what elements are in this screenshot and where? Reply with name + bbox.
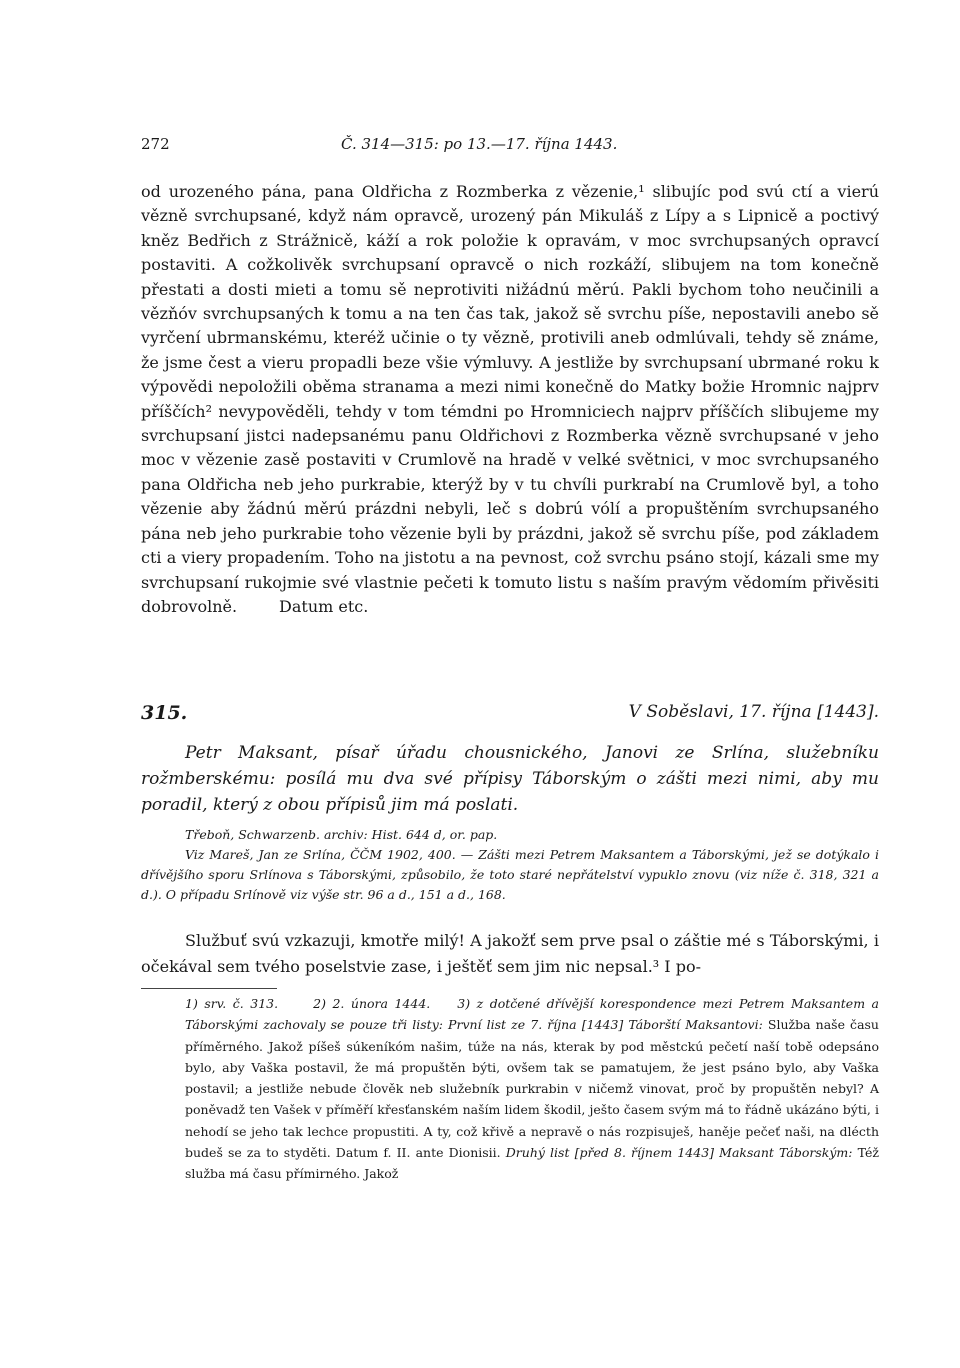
footnote-divider: [141, 988, 277, 989]
footnote-3-text-1: Služba naše času příměrného. Jakož píšeš súkeníkóm našim, túže na nás, kterak by pod městckú pečetí naší tobě odepsáno bylo, aby Vaška postavil, že má propuštěn býti, ovšem tak se pamatujem, že jest psáno bylo, aby Vaška postavil; a jestliže nebude člověk neb služebník purkrabin v ničemž vinovat, proč by propuštěn nebyl? A poněvadž ten Vašek v příměří křesťanském naším lidem škodil, ješto časem svým má to řádně ukázáno býti, i nehodí se jeho tak lechce propustiti. A ty, což křivě a nepravě o nás rozpisuješ, haněje pečeť naši, na dlécth budeš se za to styděti. Datum f. II. ante Dionisii.: [185, 1017, 879, 1161]
body-paragraph-text: od urozeného pána, pana Oldřicha z Rozmberka z vězenie,¹ slibujíc pod svú ctí a vierú vězně svrchupsané, když nám opravcě, urozený pán Mikuláš z Lípy a s Lipnicě a poctivý kněz Bedřich z Strážnicě, káží a rok položie k opravám, v moc svrchupsaných opravcí postaviti. A cožkolivěk svrchupsaní opravcě o nich rozkáží, slibujem na tom konečně přestati a dosti mieti a tomu sě neprotiviti nižádnú měrú. Pakli bychom toho neučinili a vězňóv svrchupsaných k tomu a na ten čas tak, jakož sě svrchu píše, nepostavili anebo sě vyrčení ubrmanskému, kteréž učinie o ty vězně, protivili aneb odmlúvali, tehdy sě známe, že jsme čest a vieru propadli beze všie výmluvy. A jestliže by svrchupsaní ubrmané roku k výpovědi nepoložili oběma stranama a mezi nimi konečně do Matky božie Hromnic najprv příščích² nevypověděli, tehdy v tom témdni po Hromniciech najprv příščích slibujeme my svrchupsaní jistci nadepsanému panu Oldřichovi z Rozmberka vězně svrchupsané v jeho moc v vězenie zasě postaviti v Crumlově na hradě v velké světnici, v moc svrchupsaného pana Oldřicha neb jeho purkrabie, kterýž by v tu chvíli purkrabí na Crumlově byl, a toho vězenie aby žádnú měrú prázdni nebyli, leč s dobrú vólí a propuštěním svrchupsaného pána neb jeho purkrabie toho vězenie byli by prázdni, jakož sě svrchu píše, pod základem cti a viery propadením. Toho na jistotu a na pevnost, což svrchu psáno stojí, kázali sme my svrchupsaní rukojmie své vlastnie pečeti k tomuto listu s naším pravým vědomím přivěsiti dobrovolně.: [141, 182, 879, 616]
literature-note: Viz Mareš, Jan ze Srlína, ČČM 1902, 400. — Zášti mezi Petrem Maksantem a Táborskými, jež se dotýkalo i dřívějšího sporu Srlínova s Táborskými, způsobilo, že toto staré nepřátelství vypuklo znovu (viz níže č. 318, 321 a d.). O případu Srlínově viz výše str. 96 a d., 151 a d., 168.: [141, 847, 879, 902]
footnote-3-text-2: Též služba má času přímirného. Jakož: [185, 1145, 879, 1182]
page-header: [141, 135, 881, 155]
footnote-3-intro-2: Druhý list [před 8. říjnem 1443] Maksant Táborským:: [505, 1145, 853, 1161]
footnote-line-first: [141, 993, 879, 1185]
archive-source: Třeboň, Schwarzenb. archiv: Hist. 644 d, or. pap.: [185, 827, 498, 842]
running-title: Č. 314—315: po 13.—17. října 1443.: [341, 135, 618, 153]
archive-notes: [141, 825, 879, 905]
entry-heading: [141, 702, 879, 728]
body-text: [141, 180, 879, 619]
footnote-3-intro: 3) z dotčené dřívější korespondence mezi Petrem Maksantem a Táborskými zachovaly se pouze tři listy: První list ze 7. října [1443] Táborští Maksantovi:: [185, 996, 880, 1033]
entry-number: 315.: [141, 702, 188, 724]
letter-text: Službuť svú vzkazuji, kmotře milý! A jakožť sem prve psal o záštie mé s Táborskými, i očekával sem tvého poselstvie zase, i ještěť sem jim nic nepsal.³ I po-: [141, 931, 879, 976]
entry-place-date: V Soběslavi, 17. října [1443].: [628, 702, 879, 722]
footnote-2: 2) 2. února 1444.: [313, 996, 431, 1011]
page-number: 272: [141, 135, 170, 153]
entry-regest: Petr Maksant, písař úřadu chousnického, Janovi ze Srlína, služebníku rožmberskému: posílá mu dva své přípisy Táborským o zášti mezi nimi, aby mu poradil, který z obou přípisů jim má poslati.: [141, 743, 879, 815]
datum-text: Datum etc.: [279, 596, 369, 616]
footnote-1: 1) srv. č. 313.: [185, 996, 279, 1011]
body-paragraph: [141, 180, 879, 619]
footnotes: [141, 993, 879, 1185]
